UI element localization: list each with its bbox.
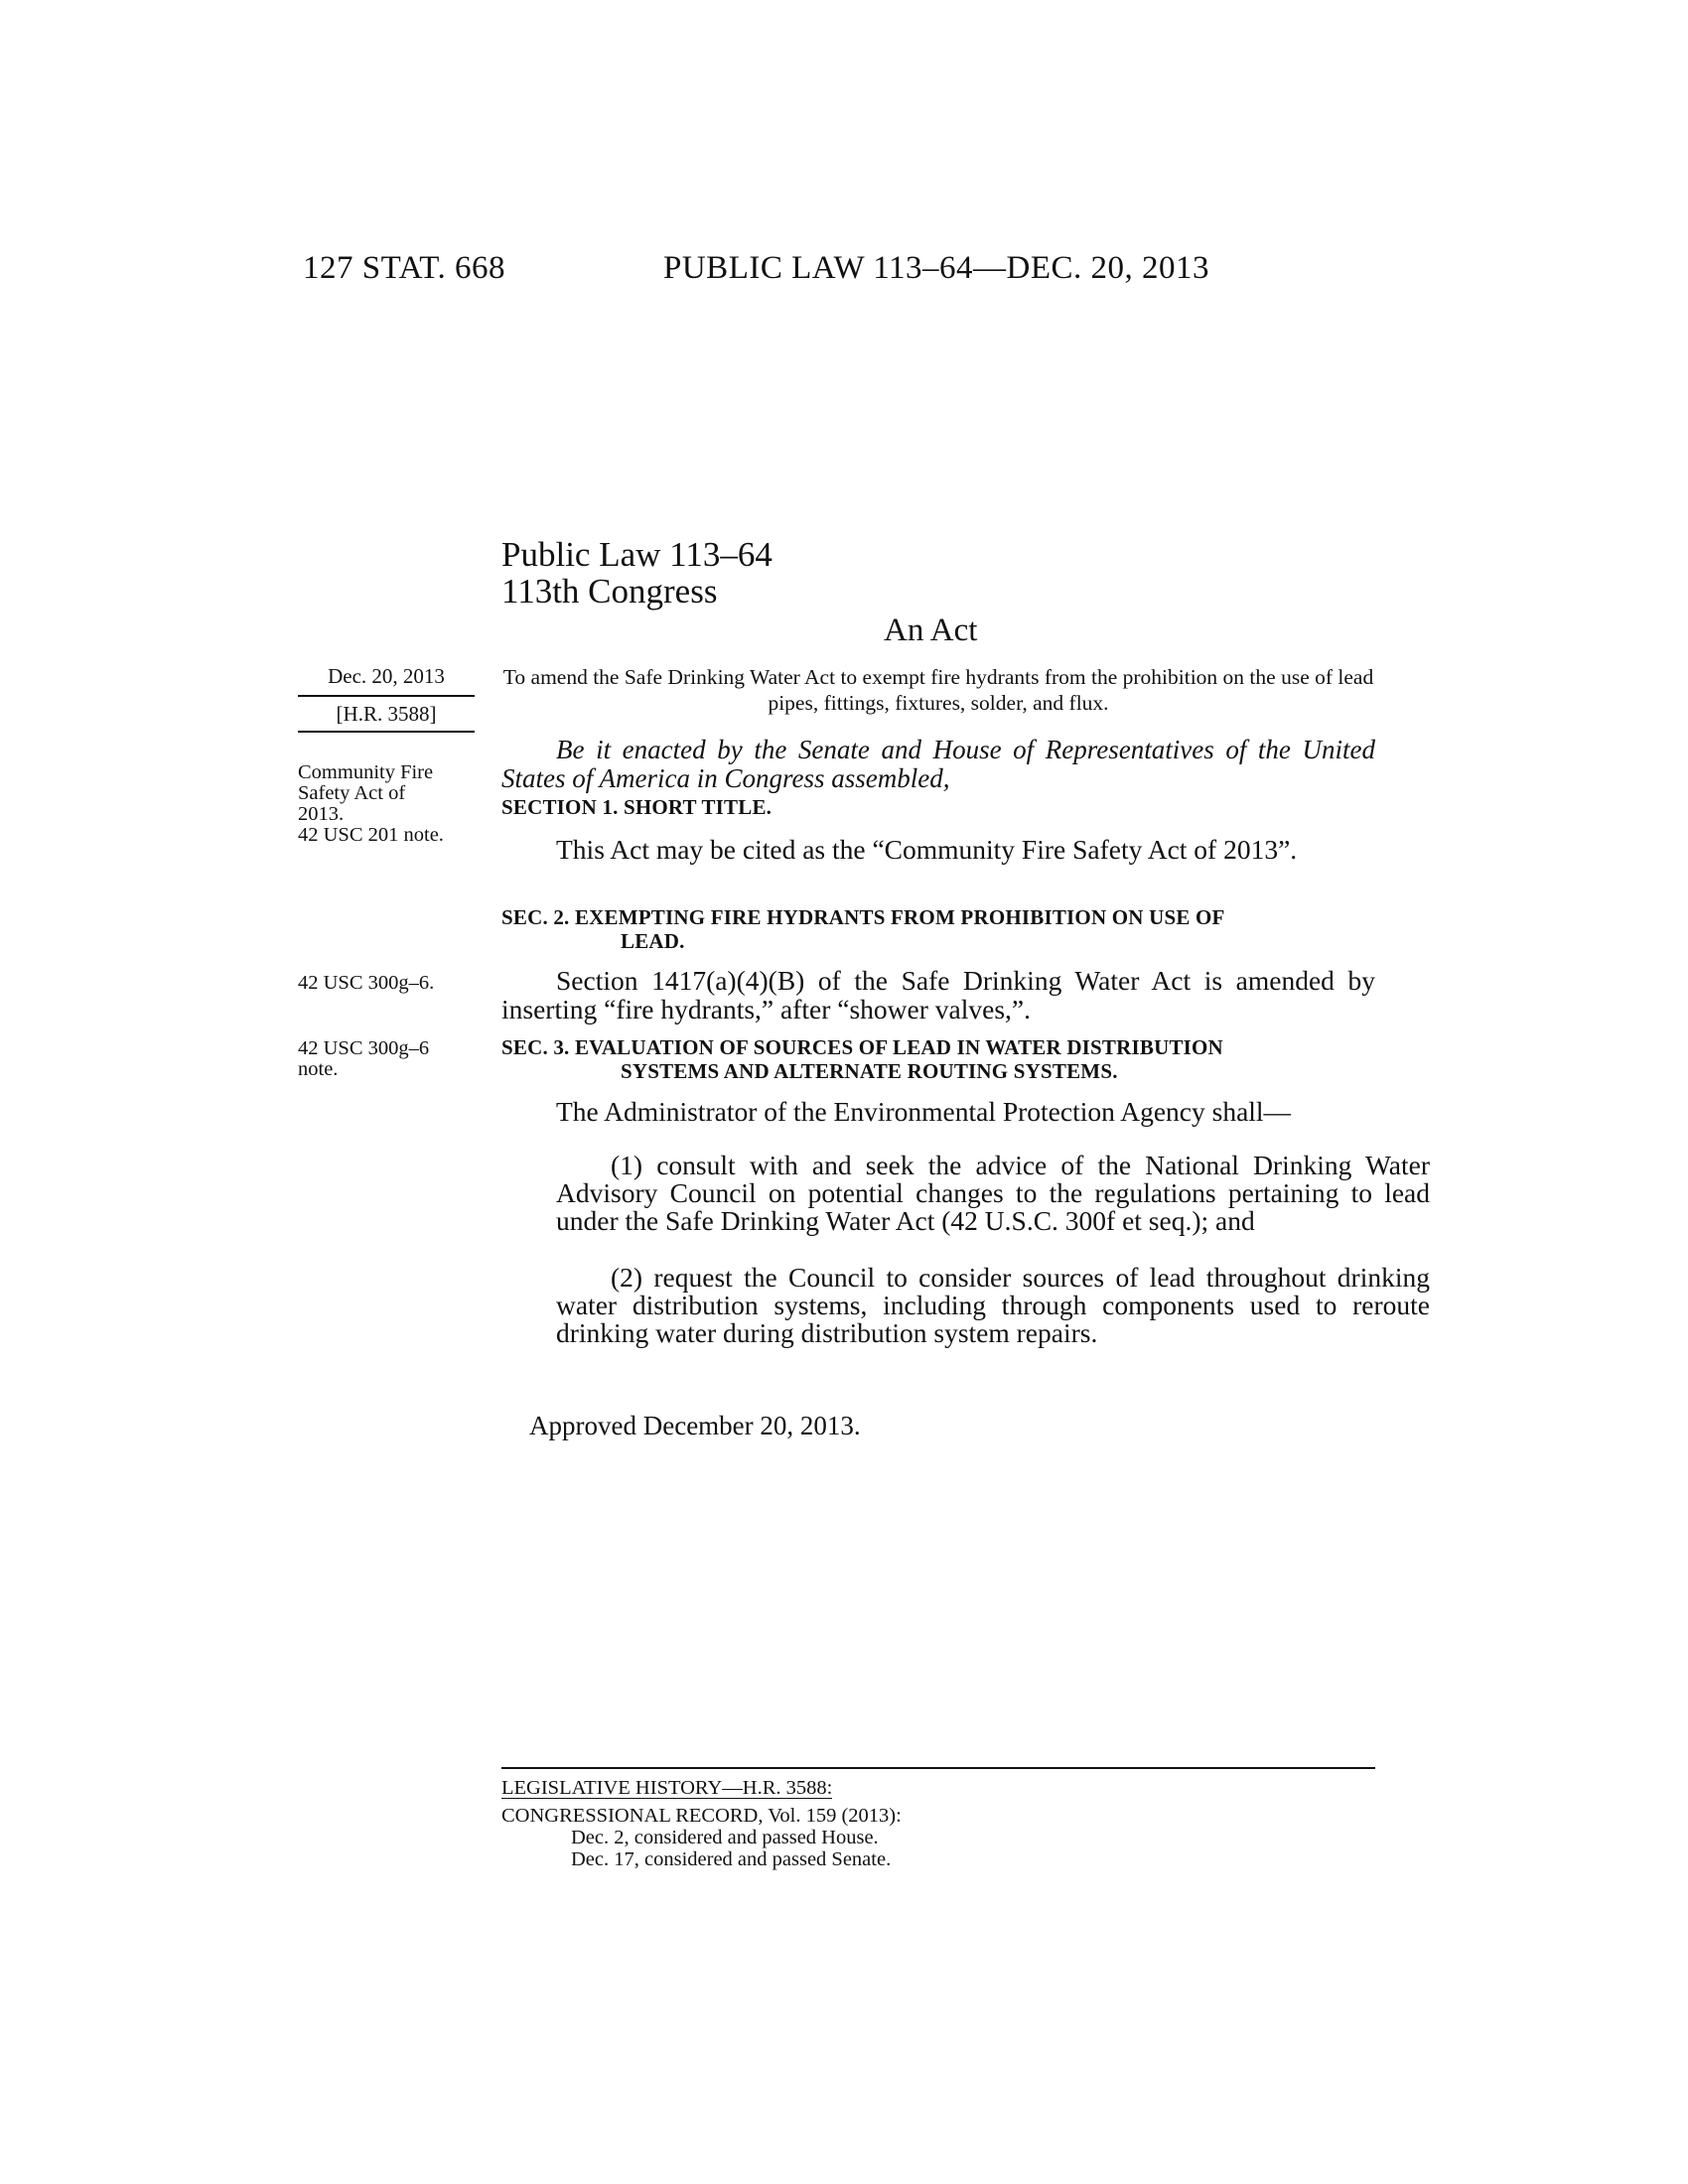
section-2-heading-line-1: SEC. 2. EXEMPTING FIRE HYDRANTS FROM PROHIBITION ON USE OF xyxy=(501,905,1225,929)
margin-note-usc-2: 42 USC 300g–6. xyxy=(298,972,435,994)
margin-note-line: 2013. xyxy=(298,803,345,825)
footer-rule xyxy=(501,1767,1375,1769)
section-3-heading-line-1: SEC. 3. EVALUATION OF SOURCES OF LEAD IN WATER DISTRIBUTION xyxy=(501,1035,1223,1059)
running-head-title: PUBLIC LAW 113–64—DEC. 20, 2013 xyxy=(663,250,1210,286)
section-2-text: Section 1417(a)(4)(B) of the Safe Drinking Water Act is amended by inserting “fire hydrants,” after “shower valves,”. xyxy=(501,965,1375,1024)
margin-note-line: Community Fire xyxy=(298,761,434,783)
history-entry: Dec. 17, considered and passed Senate. xyxy=(571,1848,892,1870)
section-3-heading-line-2: SYSTEMS AND ALTERNATE ROUTING SYSTEMS. xyxy=(621,1059,1118,1083)
section-1-heading: SECTION 1. SHORT TITLE. xyxy=(501,795,773,819)
stat-citation: 127 STAT. 668 xyxy=(303,250,506,286)
public-law-number: Public Law 113–64 xyxy=(501,535,773,574)
margin-note-line: 42 USC 300g–6 xyxy=(298,1037,430,1059)
legislative-history xyxy=(501,1767,1375,1870)
margin-note-line: note. xyxy=(298,1058,339,1080)
section-3-heading xyxy=(501,1035,1375,1083)
margin-date-box xyxy=(298,664,475,733)
approval-date: Approved December 20, 2013. xyxy=(529,1411,861,1440)
margin-bill-number: [H.R. 3588] xyxy=(336,702,437,726)
margin-note-usc-1: 42 USC 201 note. xyxy=(298,824,444,846)
margin-date: Dec. 20, 2013 xyxy=(328,664,445,688)
congress-number: 113th Congress xyxy=(501,572,718,611)
section-3-item-2: (2) request the Council to consider sources of lead throughout drinking water distribution systems, including through components used to reroute drinking water during distribution system repairs. xyxy=(556,1262,1430,1348)
legislative-history-heading: LEGISLATIVE HISTORY—H.R. 3588: xyxy=(501,1777,833,1799)
margin-rule-bottom xyxy=(298,731,475,733)
purpose-clause: To amend the Safe Drinking Water Act to exempt fire hydrants from the prohibition on the use of lead pipes, fittings, fixtures, solder, and flux. xyxy=(502,665,1374,715)
section-3-item-1: (1) consult with and seek the advice of the National Drinking Water Advisory Council on potential changes to the regulations pertaining to lead under the Safe Drinking Water Act (42 U.S.C. 300f et seq.); and xyxy=(556,1150,1430,1236)
an-act-heading: An Act xyxy=(884,613,978,648)
congressional-record: CONGRESSIONAL RECORD, Vol. 159 (2013): xyxy=(501,1805,902,1827)
history-entry: Dec. 2, considered and passed House. xyxy=(571,1827,879,1848)
section-1-text: This Act may be cited as the “Community Fire Safety Act of 2013”. xyxy=(556,834,1298,865)
section-2-heading xyxy=(501,905,1375,953)
margin-note-line: Safety Act of xyxy=(298,782,406,804)
margin-note-short-title xyxy=(298,762,444,846)
law-title-block xyxy=(501,536,773,610)
section-3-text: The Administrator of the Environmental Protection Agency shall— xyxy=(556,1096,1292,1127)
section-2-heading-line-2: LEAD. xyxy=(621,929,685,953)
margin-note-usc-3 xyxy=(298,1038,429,1080)
enacting-clause: Be it enacted by the Senate and House of Representatives of the United States of America in Congress assembled, xyxy=(501,735,1375,793)
